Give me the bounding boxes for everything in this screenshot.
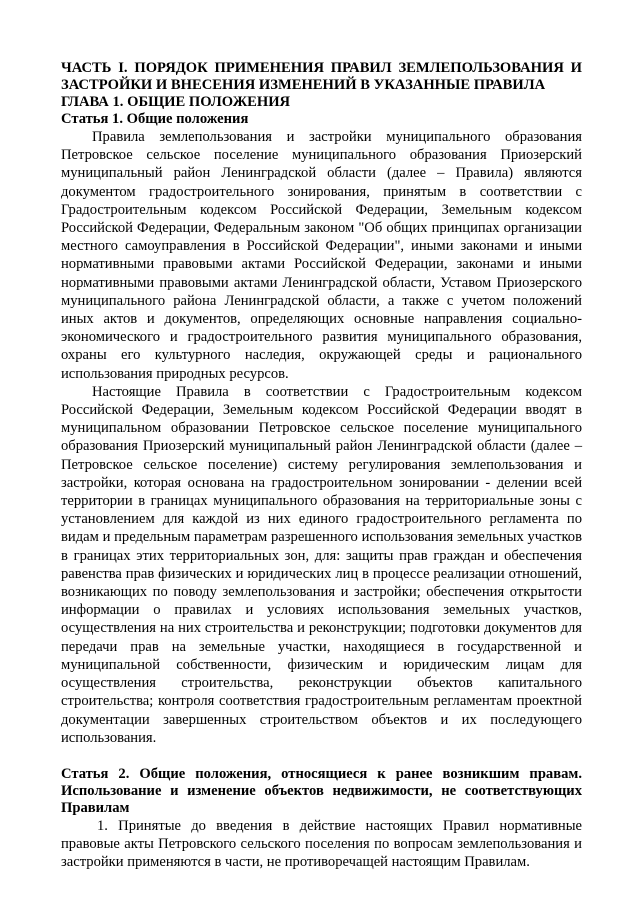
article-2-item-1: 1. Принятые до введения в действие настоящих Правил нормативные правовые акты Петровского сельского поселения по вопросам землепользования и застройки применяются в части, не противоречащей настоящим Правилам. xyxy=(61,817,582,871)
article-1-title: Статья 1. Общие положения xyxy=(61,111,249,127)
article-2-title: Статья 2. Общие положения, относящиеся к ранее возникшим правам. Использование и изменение объектов недвижимости, не соответствующих Правилам xyxy=(61,765,582,816)
part-title: ЧАСТЬ I. ПОРЯДОК ПРИМЕНЕНИЯ ПРАВИЛ ЗЕМЛЕПОЛЬЗОВАНИЯ И ЗАСТРОЙКИ И ВНЕСЕНИЯ ИЗМЕНЕНИЙ В УКАЗАННЫЕ ПРАВИЛА xyxy=(61,60,582,93)
chapter-title: ГЛАВА 1. ОБЩИЕ ПОЛОЖЕНИЯ xyxy=(61,94,291,110)
article-1-paragraph-1: Правила землепользования и застройки муниципального образования Петровское сельское поселение муниципального образования Приозерский муниципальный район Ленинградской области (далее – Правила) являются документом градостроительного зонирования, принятым в соответствии с Градостроительным кодексом Российской Федерации, Земельным кодексом Российской Федерации, Федеральным законом "Об общих принципах организации местного самоуправления в Российской Федерации", иными законами и иными нормативными правовыми актами Российской Федерации, законами и иными нормативными правовыми актами Ленинградской области, Уставом Приозерского муниципального района Ленинградской области, а также с учетом положений иных актов и документов, определяющих основные направления социально-экономического и градостроительного развития муниципального образования, охраны его культурного наследия, окружающей среды и рационального использования природных ресурсов. xyxy=(61,129,582,382)
article-1-paragraph-2: Настоящие Правила в соответствии с Градостроительным кодексом Российской Федерации, Земельным кодексом Российской Федерации вводят в муниципальном образовании Петровское сельское поселение муниципального образования Приозерский муниципальный район Ленинградской области (далее – Петровское сельское поселение) систему регулирования землепользования и застройки, которая основана на градостроительном зонировании - делении всей территории в границах муниципального образования на территориальные зоны с установлением для каждой из них единого градостроительного регламента по видам и предельным параметрам разрешенного использования земельных участков в границах этих территориальных зон, для: защиты прав граждан и обеспечения равенства прав физических и юридических лиц в процессе реализации отношений, возникающих по поводу землепользования и застройки; обеспечения открытости информации о правилах и условиях использования земельных участков, осуществления на них строительства и реконструкции; подготовки документов для передачи прав на земельные участки, находящиеся в государственной и муниципальной собственности, физическим и юридическим лицам для осуществления строительства, реконструкции объектов капитального строительства; контроля соответствия градостроительным регламентам проектной документации завершенных строительством объектов и их последующего использования. xyxy=(61,383,582,746)
document-body xyxy=(61,60,582,872)
